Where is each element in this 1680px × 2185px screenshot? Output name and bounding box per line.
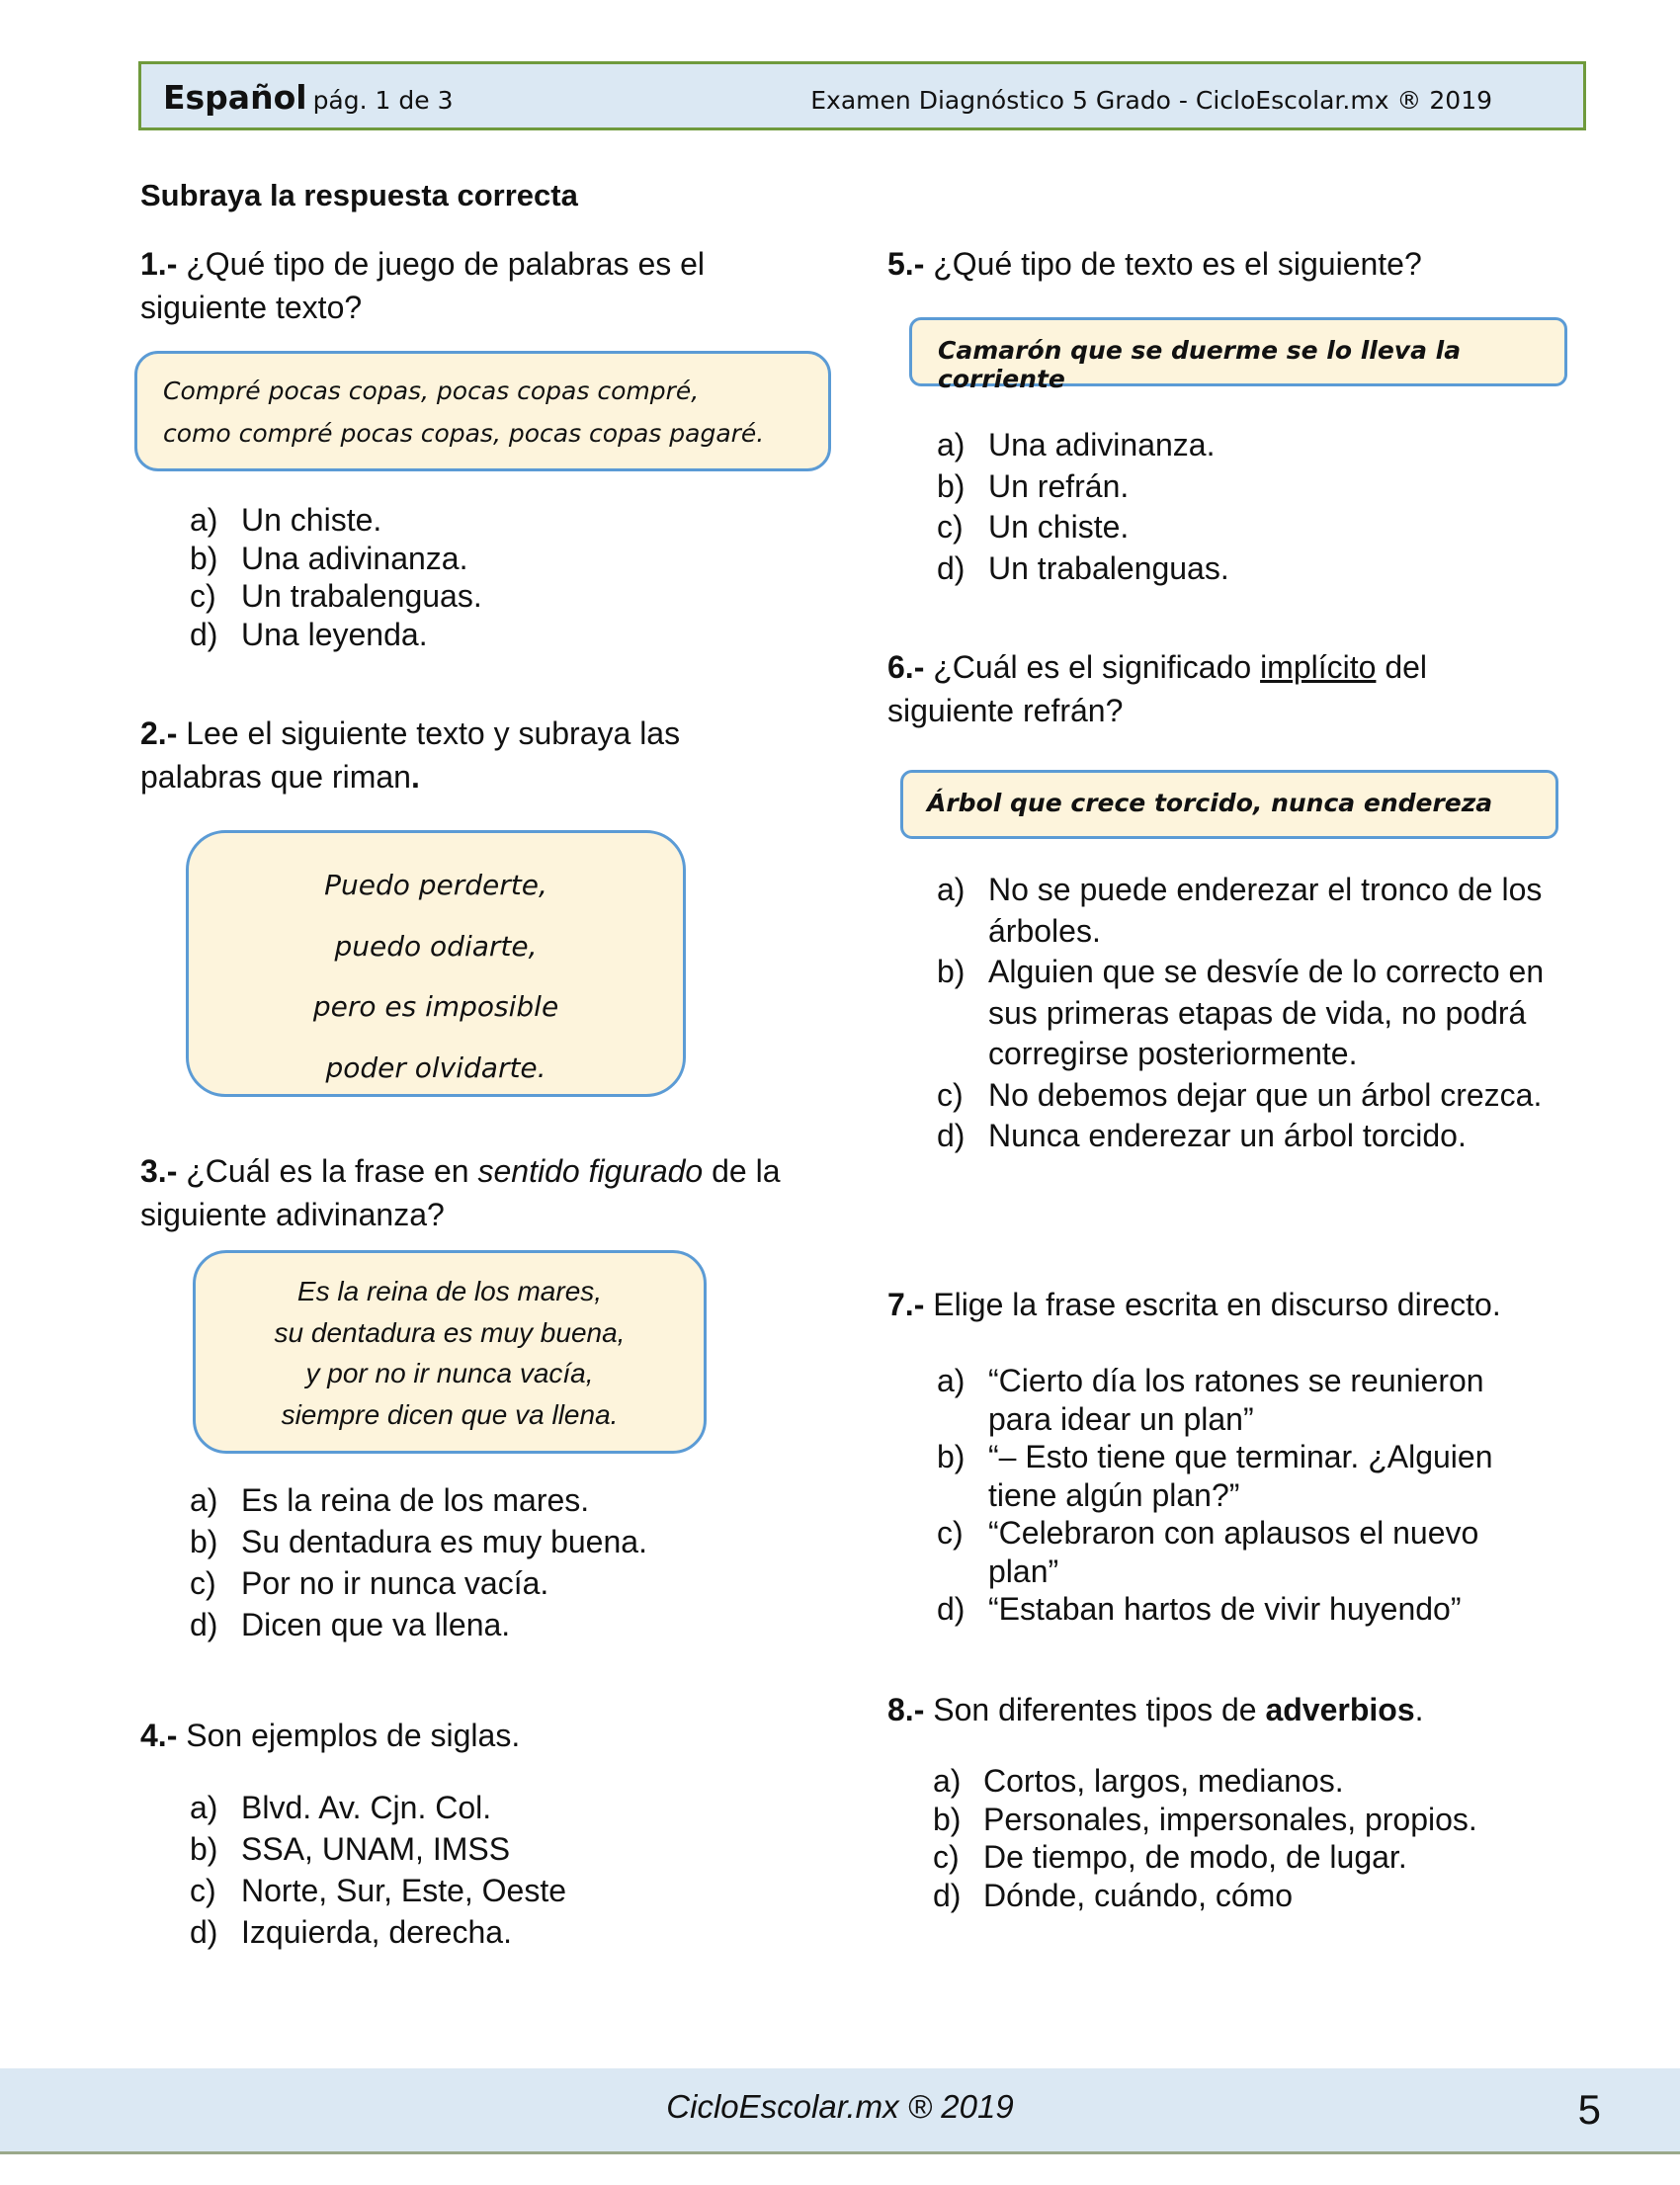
option-letter: c) [190,578,216,614]
option-text: Un chiste. [241,502,382,538]
options-q4 [190,1787,783,1953]
quote-box-3 [193,1250,707,1454]
option-text: “Celebraron con aplausos el nuevo plan” [988,1515,1479,1589]
option-letter: c) [190,1565,216,1601]
question-number: 1.- [140,246,178,282]
option-text: Es la reina de los mares. [241,1482,590,1518]
instructions: Subraya la respuesta correcta [140,178,578,212]
option-b[interactable] [190,540,783,578]
option-a[interactable] [933,1762,1565,1801]
question-7 [887,1283,1540,1326]
question-number: 4.- [140,1718,178,1753]
option-text: No debemos dejar que un árbol crezca. [988,1076,1543,1113]
option-letter: b) [190,540,218,576]
option-a[interactable] [937,425,1569,466]
question-text: Lee el siguiente texto y subraya las palabras que riman [140,715,681,795]
option-text: De tiempo, de modo, de lugar. [983,1839,1407,1875]
question-6 [887,645,1500,732]
option-letter: a) [937,427,966,462]
riddle-line: y por no ir nunca vacía, [305,1358,594,1388]
options-q5 [937,425,1569,589]
option-d[interactable] [190,1911,783,1953]
page-number: 5 [1577,2086,1601,2133]
quote-line: Compré pocas copas, pocas copas compré, [163,377,700,405]
question-text: ¿Cuál es la frase en [186,1153,478,1189]
option-b[interactable] [937,466,1569,508]
option-text: Por no ir nunca vacía. [241,1565,549,1601]
poem-line: Puedo perderte, [324,869,547,901]
option-text: Un trabalenguas. [988,549,1229,586]
option-letter: d) [190,616,218,652]
question-5 [887,242,1540,286]
question-number: 3.- [140,1153,178,1189]
option-letter: a) [937,1363,966,1398]
options-q6 [937,870,1550,1157]
question-2 [140,712,753,798]
option-a[interactable] [190,1479,783,1521]
option-text: Un refrán. [988,467,1130,504]
question-bold: adverbios [1265,1692,1415,1727]
option-letter: d) [937,1591,966,1627]
option-text: “Estaban hartos de vivir huyendo” [988,1591,1462,1627]
question-text: Son ejemplos de siglas. [186,1718,521,1753]
option-letter: d) [937,1118,966,1153]
option-letter: c) [937,1515,964,1551]
question-text: ¿Qué tipo de juego de palabras es el siguiente texto? [140,246,706,325]
option-c[interactable] [190,1870,783,1911]
option-a[interactable] [937,870,1550,952]
option-letter: c) [190,1873,216,1908]
option-d[interactable] [190,616,783,654]
option-b[interactable] [933,1801,1565,1839]
option-letter: b) [190,1524,218,1559]
option-text: Personales, impersonales, propios. [983,1801,1477,1837]
page-footer [0,2068,1680,2154]
options-q1 [190,501,783,653]
option-text: Norte, Sur, Este, Oeste [241,1873,567,1908]
quote-box-2 [186,830,686,1097]
option-text: No se puede enderezar el tronco de los árboles. [988,872,1543,949]
option-letter: a) [937,872,966,907]
question-text: . [1414,1692,1424,1727]
option-letter: d) [937,549,966,586]
saying-text: Camarón que se duerme se lo lleva la corriente [938,336,1462,393]
options-q8 [933,1762,1565,1914]
exam-title: Examen Diagnóstico 5 Grado - CicloEscolar.mx ® 2019 [810,86,1492,115]
riddle-line: su dentadura es muy buena, [274,1316,626,1348]
option-letter: a) [933,1763,962,1799]
option-text: Dónde, cuándo, cómo [983,1877,1294,1913]
option-text: Un trabalenguas. [241,578,482,614]
option-letter: d) [933,1877,962,1913]
option-c[interactable] [937,507,1569,548]
option-text: “– Esto tiene que terminar. ¿Alguien tiene algún plan?” [988,1439,1493,1513]
option-letter: b) [937,954,966,989]
question-3 [140,1149,793,1236]
question-text: de la siguiente adivinanza? [140,1153,781,1232]
option-text: Blvd. Av. Cjn. Col. [241,1790,492,1825]
page-header [138,61,1586,130]
options-q7 [937,1362,1550,1629]
question-number: 5.- [887,246,925,282]
question-number: 7.- [887,1287,925,1322]
question-underlined: implícito [1260,649,1377,685]
subject-name: Español [163,78,307,117]
option-letter: d) [190,1607,218,1642]
page-indicator: pág. 1 de 3 [312,86,454,115]
footer-brand: CicloEscolar.mx ® 2019 [666,2088,1014,2125]
options-q3 [190,1479,783,1645]
option-a[interactable] [190,1787,783,1828]
question-text: Son diferentes tipos de [933,1692,1266,1727]
subject-title [163,78,453,117]
option-text: Nunca enderezar un árbol torcido. [988,1118,1467,1153]
question-text: del siguiente refrán? [887,649,1428,728]
option-text: Alguien que se desvíe de lo correcto en sus primeras etapas de vida, no podrá corregirse posteriormente. [988,954,1545,1071]
option-letter: a) [190,1790,218,1825]
option-letter: b) [190,1831,218,1867]
option-a[interactable] [937,1362,1550,1438]
option-c[interactable] [190,577,783,616]
question-8 [887,1688,1540,1731]
option-letter: b) [937,467,966,504]
option-c[interactable] [933,1838,1565,1877]
quote-box-5 [909,317,1567,393]
option-b[interactable] [190,1521,783,1562]
option-text: Una leyenda. [241,616,428,652]
option-d[interactable] [933,1877,1565,1915]
option-letter: b) [937,1439,966,1474]
option-c[interactable] [937,1075,1550,1117]
question-number: 2.- [140,715,178,751]
saying-text: Árbol que crece torcido, nunca endereza [927,789,1493,817]
option-d[interactable] [937,1590,1550,1629]
option-text: Cortos, largos, medianos. [983,1763,1344,1799]
option-b[interactable] [937,952,1550,1075]
option-text: Una adivinanza. [988,427,1216,462]
poem-line: puedo odiarte, [334,929,538,963]
option-c[interactable] [937,1514,1550,1590]
question-emphasis: sentido figurado [477,1153,704,1189]
option-text: “Cierto día los ratones se reunieron para idear un plan” [988,1363,1484,1437]
option-a[interactable] [190,501,783,540]
option-letter: d) [190,1914,218,1950]
question-number: 6.- [887,649,925,685]
option-text: Un chiste. [988,509,1130,545]
riddle-line: siempre dicen que va llena. [281,1398,619,1430]
option-c[interactable] [190,1562,783,1604]
option-d[interactable] [937,548,1569,590]
option-text: Dicen que va llena. [241,1607,511,1642]
question-number: 8.- [887,1692,925,1727]
option-text: Izquierda, derecha. [241,1914,512,1950]
option-b[interactable] [937,1438,1550,1514]
option-letter: c) [933,1839,960,1875]
option-letter: b) [933,1801,962,1837]
option-letter: c) [937,1076,964,1113]
riddle-line: Es la reina de los mares, [296,1276,603,1306]
option-b[interactable] [190,1828,783,1870]
question-text: ¿Cuál es el significado [933,649,1261,685]
question-1 [140,242,793,329]
question-text: Elige la frase escrita en discurso directo. [933,1287,1501,1322]
quote-line: como compré pocas copas, pocas copas pagaré. [163,419,765,448]
option-letter: c) [937,509,964,545]
option-text: Una adivinanza. [241,540,468,576]
option-d[interactable] [937,1116,1550,1157]
quote-box-1 [134,351,831,471]
option-d[interactable] [190,1604,783,1645]
question-4 [140,1714,793,1757]
quote-box-6 [900,770,1558,839]
question-end-mark: . [410,759,420,795]
question-text: ¿Qué tipo de texto es el siguiente? [933,246,1422,282]
poem-line: poder olvidarte. [325,1050,546,1084]
poem-line: pero es imposible [312,990,559,1023]
option-letter: a) [190,502,218,538]
option-text: Su dentadura es muy buena. [241,1524,647,1559]
option-letter: a) [190,1482,218,1518]
option-text: SSA, UNAM, IMSS [241,1831,511,1867]
